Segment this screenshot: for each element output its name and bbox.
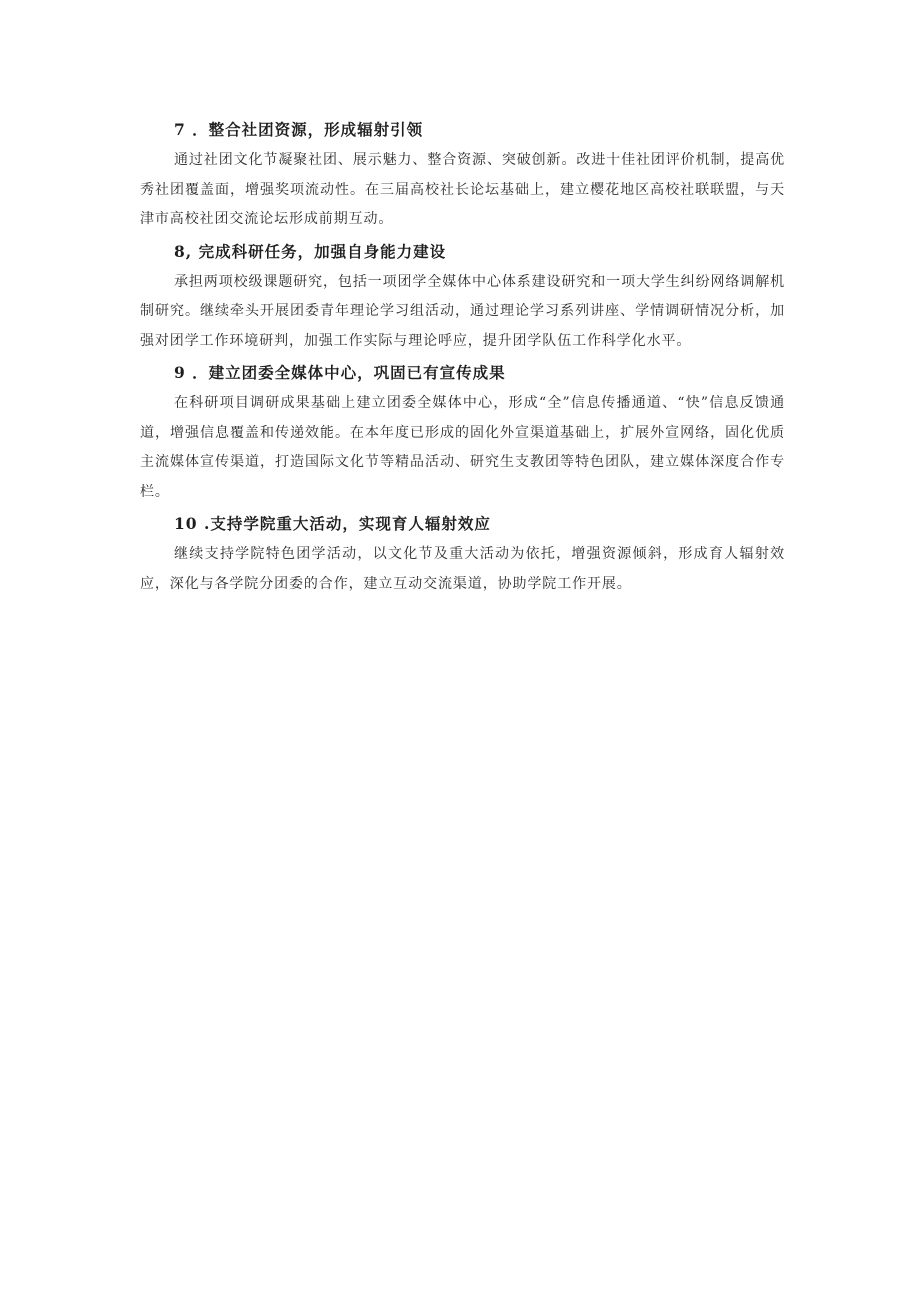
section-paragraph: 继续支持学院特色团学活动，以文化节及重大活动为依托，增强资源倾斜，形成育人辐射效应，深化与各学院分团委的合作，建立互动交流渠道，协助学院工作开展。 (140, 546, 785, 592)
section-10 (140, 508, 785, 599)
section-paragraph: 承担两项校级课题研究，包括一项团学全媒体中心体系建设研究和一项大学生纠纷网络调解机制研究。继续牵头开展团委青年理论学习组活动，通过理论学习系列讲座、学情调研情况分析，加强对团学工作环境研判，加强工作实际与理论呼应，提升团学队伍工作科学化水平。 (140, 273, 785, 349)
section-8 (140, 236, 785, 357)
section-heading: 8, 完成科研任务，加强自身能力建设 (174, 241, 447, 261)
section-paragraph: 通过社团文化节凝聚社团、展示魅力、整合资源、突破创新。改进十佳社团评价机制，提高优秀社团覆盖面，增强奖项流动性。在三届高校社长论坛基础上，建立樱花地区高校社联联盟，与天津市高校社团交流论坛形成前期互动。 (140, 152, 785, 227)
section-heading: 9 ．建立团委全媒体中心，巩固已有宣传成果 (174, 363, 506, 382)
section-9 (140, 357, 785, 507)
section-heading: 10 .支持学院重大活动，实现育人辐射效应 (174, 514, 491, 533)
section-7 (140, 114, 785, 235)
document-content (140, 114, 785, 600)
section-paragraph: 在科研项目调研成果基础上建立团委全媒体中心，形成“全”信息传播通道、“快”信息反馈通道，增强信息覆盖和传递效能。在本年度已形成的固化外宣渠道基础上，扩展外宣网络，固化优质主流媒体宣传渠道，打造国际文化节等精品活动、研究生支教团等特色团队，建立媒体深度合作专栏。 (140, 395, 785, 500)
section-heading: 7 ．整合社团资源，形成辐射引领 (174, 120, 424, 139)
